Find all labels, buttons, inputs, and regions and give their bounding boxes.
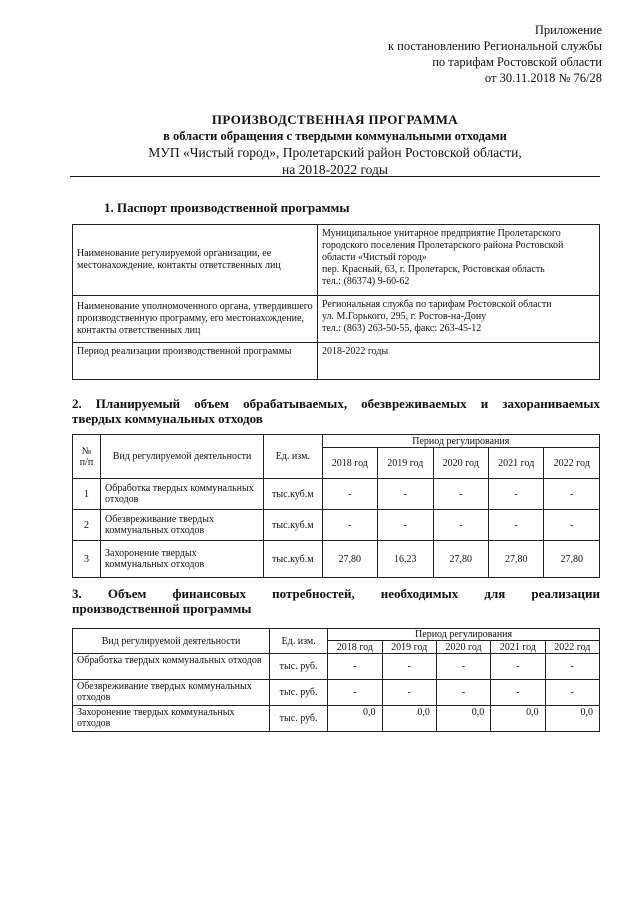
- col-header-year: 2021 год: [488, 448, 543, 479]
- table-header-row: [73, 629, 600, 641]
- col-header-year: 2022 год: [545, 641, 599, 654]
- row-value: -: [491, 680, 545, 706]
- table-row: [73, 225, 600, 296]
- row-unit: тыс.куб.м: [264, 541, 323, 578]
- col-header-period: Период регулирования: [328, 629, 600, 641]
- volume-table: [72, 434, 600, 578]
- row-value: -: [544, 510, 600, 541]
- section-1-heading: 1. Паспорт производственной программы: [104, 200, 350, 215]
- passport-value-line: Региональная служба по тарифам Ростовской области: [322, 299, 552, 310]
- passport-value: [318, 343, 600, 380]
- row-number: 1: [73, 479, 101, 510]
- col-header-year: 2022 год: [544, 448, 600, 479]
- col-header-year: 2019 год: [382, 641, 436, 654]
- appendix-line: по тарифам Ростовской области: [432, 55, 602, 69]
- row-value: -: [322, 510, 377, 541]
- row-activity: Обезвреживание твердых коммунальных отходов: [73, 680, 270, 706]
- col-header-activity: Вид регулируемой деятельности: [73, 629, 270, 654]
- row-value: -: [328, 680, 382, 706]
- row-value: -: [488, 510, 543, 541]
- row-activity: Захоронение твердых коммунальных отходов: [73, 706, 270, 732]
- appendix-line: к постановлению Региональной службы: [387, 39, 602, 53]
- section-3-heading-line: 3. Объем финансовых потребностей, необходимых для реализации: [72, 586, 600, 601]
- passport-value-line: 2018-2022 годы: [322, 346, 389, 357]
- row-value: -: [328, 654, 382, 680]
- organization-line: МУП «Чистый город», Пролетарский район Ростовской области,: [148, 145, 522, 160]
- table-row: [73, 510, 600, 541]
- row-number: 3: [73, 541, 101, 578]
- row-value: -: [382, 680, 436, 706]
- passport-label: Наименование регулируемой организации, ее местонахождение, контакты ответственных лиц: [73, 225, 318, 296]
- row-unit: тыс. руб.: [270, 654, 328, 680]
- appendix-block: [302, 22, 602, 86]
- row-value: 0,0: [491, 706, 545, 732]
- row-activity: Обработка твердых коммунальных отходов: [101, 479, 264, 510]
- row-unit: тыс.куб.м: [264, 479, 323, 510]
- document-title: ПРОИЗВОДСТВЕННАЯ ПРОГРАММА: [211, 112, 459, 127]
- table-row: [73, 296, 600, 343]
- col-header-year: 2018 год: [322, 448, 377, 479]
- section-2-heading: [72, 396, 600, 426]
- table-row: [73, 479, 600, 510]
- row-value: -: [544, 479, 600, 510]
- row-value: 27,80: [488, 541, 543, 578]
- row-value: -: [488, 479, 543, 510]
- passport-value-line: пер. Красный, 63, г. Пролетарск, Ростовская область: [322, 264, 545, 275]
- table-row: [73, 343, 600, 380]
- row-value: -: [382, 654, 436, 680]
- row-value: 27,80: [433, 541, 488, 578]
- col-header-year: 2020 год: [433, 448, 488, 479]
- row-value: -: [436, 654, 490, 680]
- col-header-year: 2018 год: [328, 641, 382, 654]
- row-value: -: [378, 479, 433, 510]
- table-header-row: [73, 435, 600, 448]
- col-header-period: Период регулирования: [322, 435, 599, 448]
- document-title-block: [70, 112, 600, 178]
- row-value: -: [436, 680, 490, 706]
- row-number: 2: [73, 510, 101, 541]
- col-header-year: 2019 год: [378, 448, 433, 479]
- row-value: 0,0: [382, 706, 436, 732]
- row-value: 0,0: [328, 706, 382, 732]
- row-unit: тыс. руб.: [270, 706, 328, 732]
- table-row: [73, 706, 600, 732]
- table-row: [73, 680, 600, 706]
- row-value: 0,0: [436, 706, 490, 732]
- appendix-line: Приложение: [534, 23, 602, 37]
- passport-value-line: ул. М.Горького, 295, г. Ростов-на-Дону: [322, 311, 487, 322]
- row-unit: тыс. руб.: [270, 680, 328, 706]
- passport-value-line: тел.: (86374) 9-60-62: [322, 276, 410, 287]
- col-header-number: № п/п: [73, 435, 101, 479]
- table-row: [73, 654, 600, 680]
- col-header-unit: Ед. изм.: [264, 435, 323, 479]
- row-activity: Обработка твердых коммунальных отходов: [73, 654, 270, 680]
- row-value: 0,0: [545, 706, 599, 732]
- passport-value-line: Муниципальное унитарное предприятие Пролетарского городского поселения Пролетарского района Ростовской области «Чистый город»: [322, 228, 564, 263]
- row-value: -: [378, 510, 433, 541]
- col-header-unit: Ед. изм.: [270, 629, 328, 654]
- row-unit: тыс.куб.м: [264, 510, 323, 541]
- row-value: -: [322, 479, 377, 510]
- passport-value: [318, 296, 600, 343]
- row-value: 27,80: [322, 541, 377, 578]
- col-header-activity: Вид регулируемой деятельности: [101, 435, 264, 479]
- title-divider: [70, 176, 600, 177]
- financial-table: [72, 628, 600, 732]
- passport-value-line: тел.: (863) 263-50-55, факс: 263-45-12: [322, 323, 482, 334]
- col-header-year: 2020 год: [436, 641, 490, 654]
- col-header-year: 2021 год: [491, 641, 545, 654]
- row-value: 16,23: [378, 541, 433, 578]
- document-subtitle: в области обращения с твердыми коммунальными отходами: [163, 129, 507, 143]
- row-value: -: [545, 680, 599, 706]
- passport-label: Наименование уполномоченного органа, утвердившего производственную программу, его местонахождение, контакты ответственных лиц: [73, 296, 318, 343]
- row-activity: Обезвреживание твердых коммунальных отходов: [101, 510, 264, 541]
- row-value: -: [433, 479, 488, 510]
- section-2-heading-line: 2. Планируемый объем обрабатываемых, обезвреживаемых и захораниваемых: [72, 396, 600, 411]
- row-activity: Захоронение твердых коммунальных отходов: [101, 541, 264, 578]
- passport-table: [72, 224, 600, 380]
- period-line: на 2018-2022 годы: [282, 162, 388, 177]
- row-value: -: [545, 654, 599, 680]
- section-2-heading-line: твердых коммунальных отходов: [72, 411, 263, 426]
- row-value: 27,80: [544, 541, 600, 578]
- passport-label: Период реализации производственной программы: [73, 343, 318, 380]
- table-row: [73, 541, 600, 578]
- appendix-date-number: от 30.11.2018 № 76/28: [484, 71, 602, 85]
- row-value: -: [433, 510, 488, 541]
- passport-value: [318, 225, 600, 296]
- section-3-heading-line: производственной программы: [72, 601, 252, 616]
- row-value: -: [491, 654, 545, 680]
- section-3-heading: [72, 586, 600, 616]
